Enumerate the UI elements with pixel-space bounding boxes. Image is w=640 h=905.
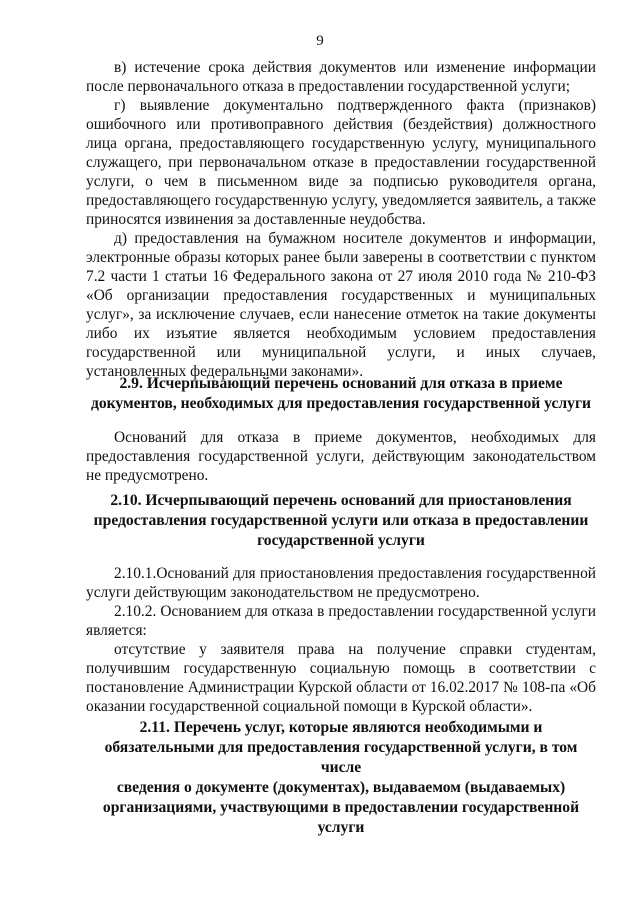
page-number: 9 [316, 33, 324, 49]
heading-line: государственной услуги [257, 532, 425, 549]
section-heading-2-9 [86, 374, 596, 414]
heading-line: 2.11. Перечень услуг, которые являются необходимыми и [139, 719, 543, 736]
paragraph-item-g: г) выявление документально подтвержденного факта (признаков) ошибочного или противоправного действия (бездействия) должностного лица органа, предоставляющего государственную услугу, муниципального служащего, при первоначальном отказе в предоставлении государственной услуги, о чем в письменном виде за подписью руководителя органа, предоставляющего государственную услугу, уведомляется заявитель, а также приносятся извинения за доставленные неудобства. [86, 97, 596, 228]
paragraph: Оснований для отказа в приеме документов, необходимых для предоставления государственной услуги, действующим законодательством не предусмотрено. [86, 429, 596, 484]
section-heading-2-10 [86, 491, 596, 551]
section-2-10-text [86, 564, 596, 716]
heading-line: сведения о документе (документах), выдаваемом (выдаваемых) [116, 779, 566, 796]
paragraph-item-v: в) истечение срока действия документов или изменение информации после первоначального отказа в предоставлении государственной услуги; [86, 59, 596, 95]
paragraph-2-10-1: 2.10.1.Оснований для приостановления предоставления государственной услуги действующим законодательством не предусмотрено. [86, 565, 596, 601]
grounds-list-continuation [86, 58, 596, 381]
heading-line: 2.9. Исчерпывающий перечень оснований для отказа в приеме [119, 375, 563, 392]
paragraph-2-10-2: 2.10.2. Основанием для отказа в предоставлении государственной услуги является: [86, 603, 596, 639]
paragraph-refusal-ground: отсутствие у заявителя права на получение справки студентам, получившим государственную социальную помощь в соответствии с постановление Администрации Курской области от 16.02.2017 № 108-па «Об оказании государственной социальной помощи в Курской области». [86, 641, 596, 715]
paragraph-item-d: д) предоставления на бумажном носителе документов и информации, электронные образы которых ранее были заверены в соответствии с пунктом 7.2 части 1 статьи 16 Федерального закона от 27 июля 2010 года № 210-ФЗ «Об организации предоставления государственных и муниципальных услуг», за исключение случаев, если нанесение отметок на такие документы либо их изъятие является необходимым условием предоставления государственной или муниципальной услуги, и иных случаев, установленных федеральными законами». [86, 230, 596, 380]
heading-line: организациями, участвующими в предоставлении государственной услуги [102, 799, 580, 836]
heading-line: обязательными для предоставления государственной услуги, в том числе [104, 739, 578, 776]
section-2-9-text [86, 428, 596, 485]
heading-line: 2.10. Исчерпывающий перечень оснований для приостановления [110, 492, 572, 509]
heading-line: документов, необходимых для предоставления государственной услуги [90, 395, 592, 412]
heading-line: предоставления государственной услуги или отказа в предоставлении [93, 512, 589, 529]
section-heading-2-11 [86, 718, 596, 838]
